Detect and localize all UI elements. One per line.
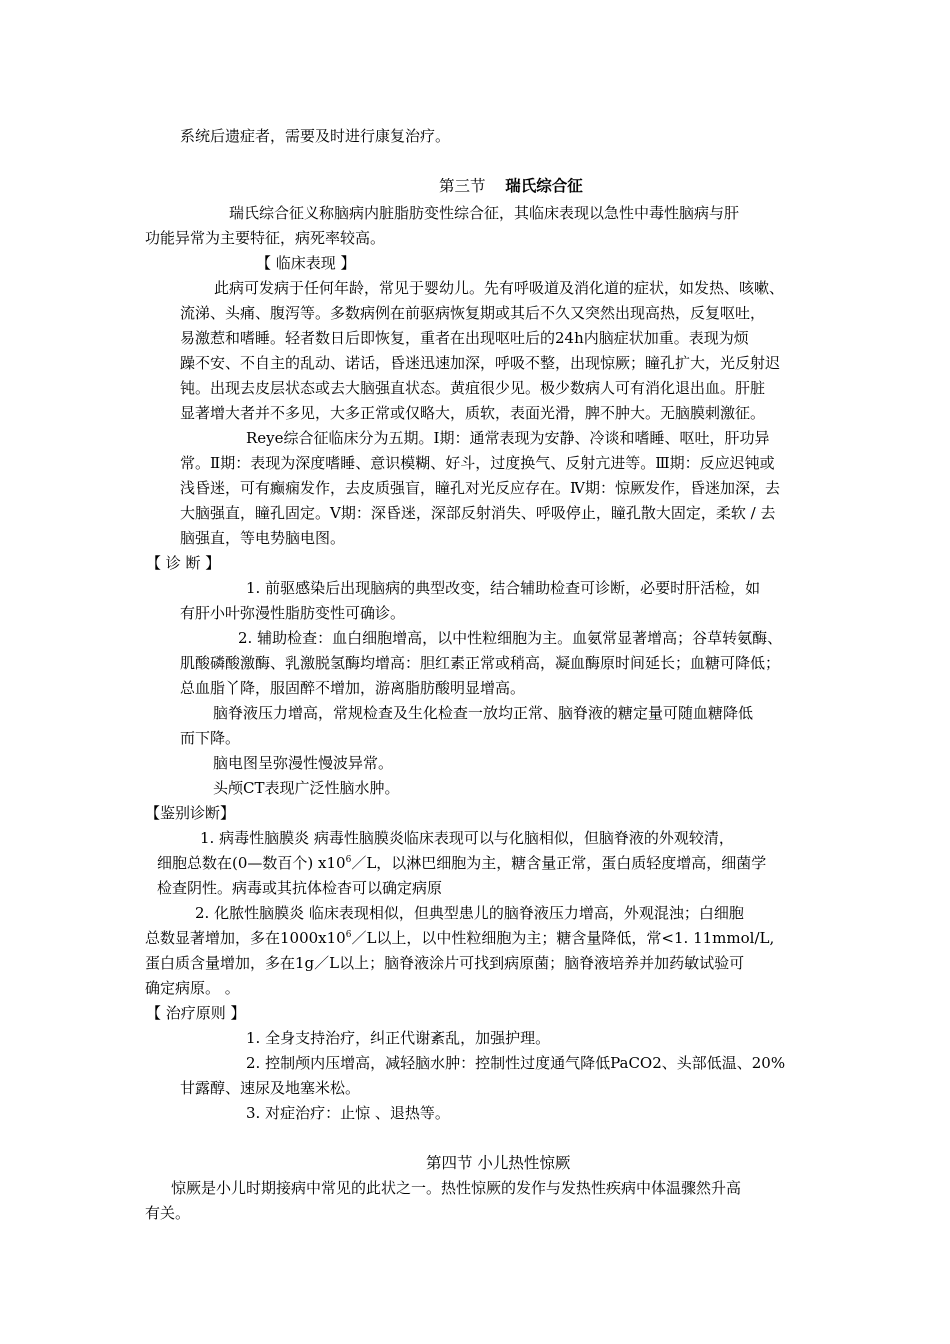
diagnosis-item-line: 有肝小叶弥漫性脂肪变性可确诊。 (180, 604, 406, 622)
cell-count-text: 总数显著增加，多在1000x10 (145, 929, 346, 947)
treatment-item: 1. 全身支持治疗，纠正代谢紊乱，加强护理。 (246, 1029, 551, 1047)
clinical-heading: 【 临床表现 】 (256, 254, 356, 272)
cell-count-text: ／L，以淋巴细胞为主，糖含量正常，蛋白质轻度增高，细菌学 (351, 854, 767, 872)
diagnosis-item-line: 1. 前驱感染后出现脑病的典型改变，结合辅助检查可诊断，必要时肝活检，如 (246, 579, 761, 597)
cell-count-text: 细胞总数在(0—数百个) x10 (157, 854, 346, 872)
exponent: 6 (345, 855, 352, 865)
ct-line: 头颅CT表现广泛性脑水肿。 (213, 779, 400, 797)
stages-paragraph-line: 常。Ⅱ期：表现为深度嗜睡、意识模糊、好斗，过度换气、反射亢进等。Ⅲ期：反应迟钝或 (180, 454, 775, 472)
section-3-label: 第三节 (439, 177, 486, 195)
clinical-paragraph-line: 流涕、头痛、腹泻等。多数病例在前驱病恢复期或其后不久又突然出现高热，反复呕吐， (180, 304, 766, 322)
differential-item-line: 1. 病毒性脑膜炎 病毒性脑膜炎临床表现可以与化脑相似，但脑脊液的外观较清， (200, 829, 734, 847)
clinical-paragraph-line: 显著增大者并不多见，大多正常或仅略大，质软，表面光滑，脾不肿大。无脑膜刺激征。 (180, 404, 766, 422)
differential-item-line: 2. 化脓性脑膜炎 临床表现相似，但典型患儿的脑脊液压力增高，外观混浊；白细胞 (195, 904, 744, 922)
clinical-paragraph-line: 易激惹和嗜睡。轻者数日后即恢复，重者在出现呕吐后的24h内脑症状加重。表现为烦 (180, 329, 749, 347)
section-4-line: 惊厥是小儿时期接病中常见的此状之一。热性惊厥的发作与发热性疾病中体温骤然升高 (171, 1179, 742, 1197)
clinical-paragraph-line: 此病可发病于任何年龄，常见于婴幼儿。先有呼吸道及消化道的症状，如发热、咳嗽、 (214, 279, 785, 297)
section-3-intro-line: 功能异常为主要特征，病死率较高。 (145, 229, 386, 247)
differential-item-line: 确定病原。 。 (145, 979, 240, 997)
diagnosis-item-line: 总血脂丫降，服固醉不增加，游离脂肪酸明显增高。 (180, 679, 526, 697)
treatment-item: 2. 控制颅内压增高，减轻脑水肿：控制性过度通气降低PaCO2、头部低温、20% (246, 1054, 786, 1072)
csf-line: 而下降。 (180, 729, 241, 747)
stages-paragraph-line: 大脑强直，瞳孔固定。V期：深昏迷，深部反射消失、呼吸停止，瞳孔散大固定，柔软 / 去 (180, 504, 776, 522)
differential-item-line (145, 927, 774, 949)
diagnosis-item-line: 肌酸磷酸激酶、乳激脱氢酶均增高：胆红素正常或稍高，凝血酶原时间延长；血糖可降低； (180, 654, 781, 672)
exponent: 6 (345, 930, 352, 940)
clinical-paragraph-line: 钝。出现去皮层状态或去大脑强直状态。黄疽很少见。极少数病人可有消化退出血。肝脏 (180, 379, 766, 397)
csf-line: 脑脊液压力增高，常规检查及生化检查一放均正常、脑脊液的糖定量可随血糖降低 (213, 704, 754, 722)
section-4-title: 第四节 小儿热性惊厥 (426, 1154, 571, 1172)
differential-item-line: 检查阴性。病毒或其抗体检杳可以确定病原 (157, 879, 443, 897)
diagnosis-item-line: 2. 辅助检查：血白细胞增高，以中性粒细胞为主。血氨常显著增高；谷草转氨酶、 (238, 629, 783, 647)
section-3-intro-line: 瑞氏综合征义称脑病内脏脂肪变性综合征，其临床表现以急性中毒性脑病与肝 (229, 204, 740, 222)
differential-item-line: 蛋白质含量增加，多在1g／L以上；脑脊液涂片可找到病原菌；脑脊液培养并加药敏试验可 (145, 954, 745, 972)
stages-paragraph-line: Reye综合征临床分为五期。I期：通常表现为安静、冷谈和嗜睡、呕吐，肝功异 (246, 429, 770, 447)
diagnosis-heading: 【 诊 断 】 (146, 554, 221, 572)
cell-count-text: ／L以上，以中性粒细胞为主；糖含量降低，常<1. 11mmol/L, (351, 929, 775, 947)
differential-item-line (157, 852, 766, 874)
treatment-item: 甘露醇、速尿及地塞米松。 (180, 1079, 361, 1097)
treatment-item: 3. 对症治疗：止惊 、退热等。 (246, 1104, 450, 1122)
section-3-title (439, 175, 583, 197)
differential-heading: 【鉴别诊断】 (145, 804, 236, 822)
eeg-line: 脑电图呈弥漫性慢波异常。 (213, 754, 394, 772)
section-3-name: 瑞氏综合征 (505, 177, 583, 195)
clinical-paragraph-line: 躁不安、不自主的乱动、诺话，昏迷迅速加深，呼吸不整，出现惊厥；瞳孔扩大，光反射迟 (180, 354, 781, 372)
stages-paragraph-line: 浅昏迷，可有癫痫发作，去皮质强盲，瞳孔对光反应存在。Ⅳ期：惊厥发作，昏迷加深，去 (180, 479, 780, 497)
stages-paragraph-line: 脑强直，等电势脑电图。 (180, 529, 346, 547)
treatment-heading: 【 治疗原则 】 (146, 1004, 246, 1022)
intro-line: 系统后遗症者，需要及时进行康复治疗。 (180, 127, 451, 145)
section-4-line: 有关。 (145, 1204, 191, 1222)
